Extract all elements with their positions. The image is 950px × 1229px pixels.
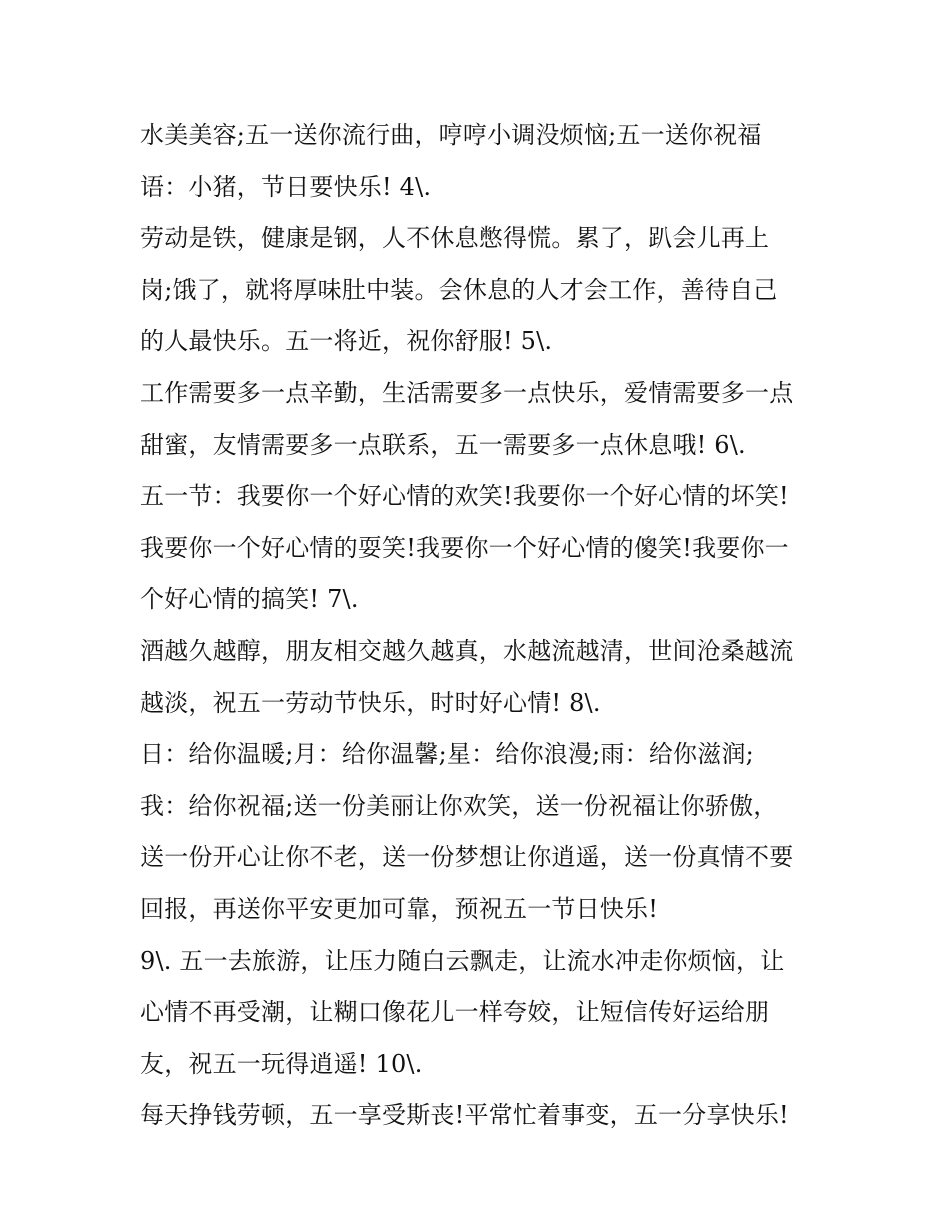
text-line: 日：给你温暖;月：给你温馨;星：给你浪漫;雨：给你滋润; <box>140 740 754 769</box>
text-line: 酒越久越醇，朋友相交越久越真，水越流越清，世间沧桑越流 <box>140 636 794 665</box>
text-line: 五一节：我要你一个好心情的欢笑!我要你一个好心情的坏笑! <box>140 482 789 511</box>
text-line: 水美美容;五一送你流行曲，哼哼小调没烦恼;五一送你祝福 <box>140 121 762 149</box>
text-line: 语：小猪，节日要快乐! 4\. <box>140 172 432 201</box>
text-line: 岗;饿了，就将厚味肚中装。会休息的人才会工作，善待自己 <box>140 275 778 304</box>
text-line: 工作需要多一点辛勤，生活需要多一点快乐，爱情需要多一点 <box>140 378 794 407</box>
text-line: 回报，再送你平安更加可靠，预祝五一节日快乐! <box>140 894 659 923</box>
text-line: 的人最快乐。五一将近，祝你舒服! 5\. <box>140 327 553 356</box>
text-line: 劳动是铁，健康是钢，人不休息憋得慌。累了，趴会儿再上 <box>140 224 770 253</box>
text-line: 我要你一个好心情的耍笑!我要你一个好心情的傻笑!我要你一 <box>140 533 789 562</box>
text-line: 心情不再受潮，让糊口像花儿一样夸姣，让短信传好运给朋 <box>140 998 770 1027</box>
text-line: 送一份开心让你不老，送一份梦想让你逍遥，送一份真情不要 <box>140 843 794 872</box>
text-line: 我：给你祝福;送一份美丽让你欢笑，送一份祝福让你骄傲， <box>140 791 778 820</box>
document-body <box>140 110 830 1142</box>
text-line: 9\. 五一去旅游，让压力随白云飘走，让流水冲走你烦恼，让 <box>140 946 785 975</box>
text-line: 友，祝五一玩得逍遥! 10\. <box>140 1049 423 1078</box>
text-line: 个好心情的搞笑! 7\. <box>140 585 359 614</box>
text-line: 越淡，祝五一劳动节快乐，时时好心情! 8\. <box>140 688 601 717</box>
text-line: 每天挣钱劳顿，五一享受斯丧!平常忙着事变，五一分享快乐! <box>140 1101 789 1130</box>
text-line: 甜蜜，友情需要多一点联系，五一需要多一点休息哦! 6\. <box>140 430 746 459</box>
